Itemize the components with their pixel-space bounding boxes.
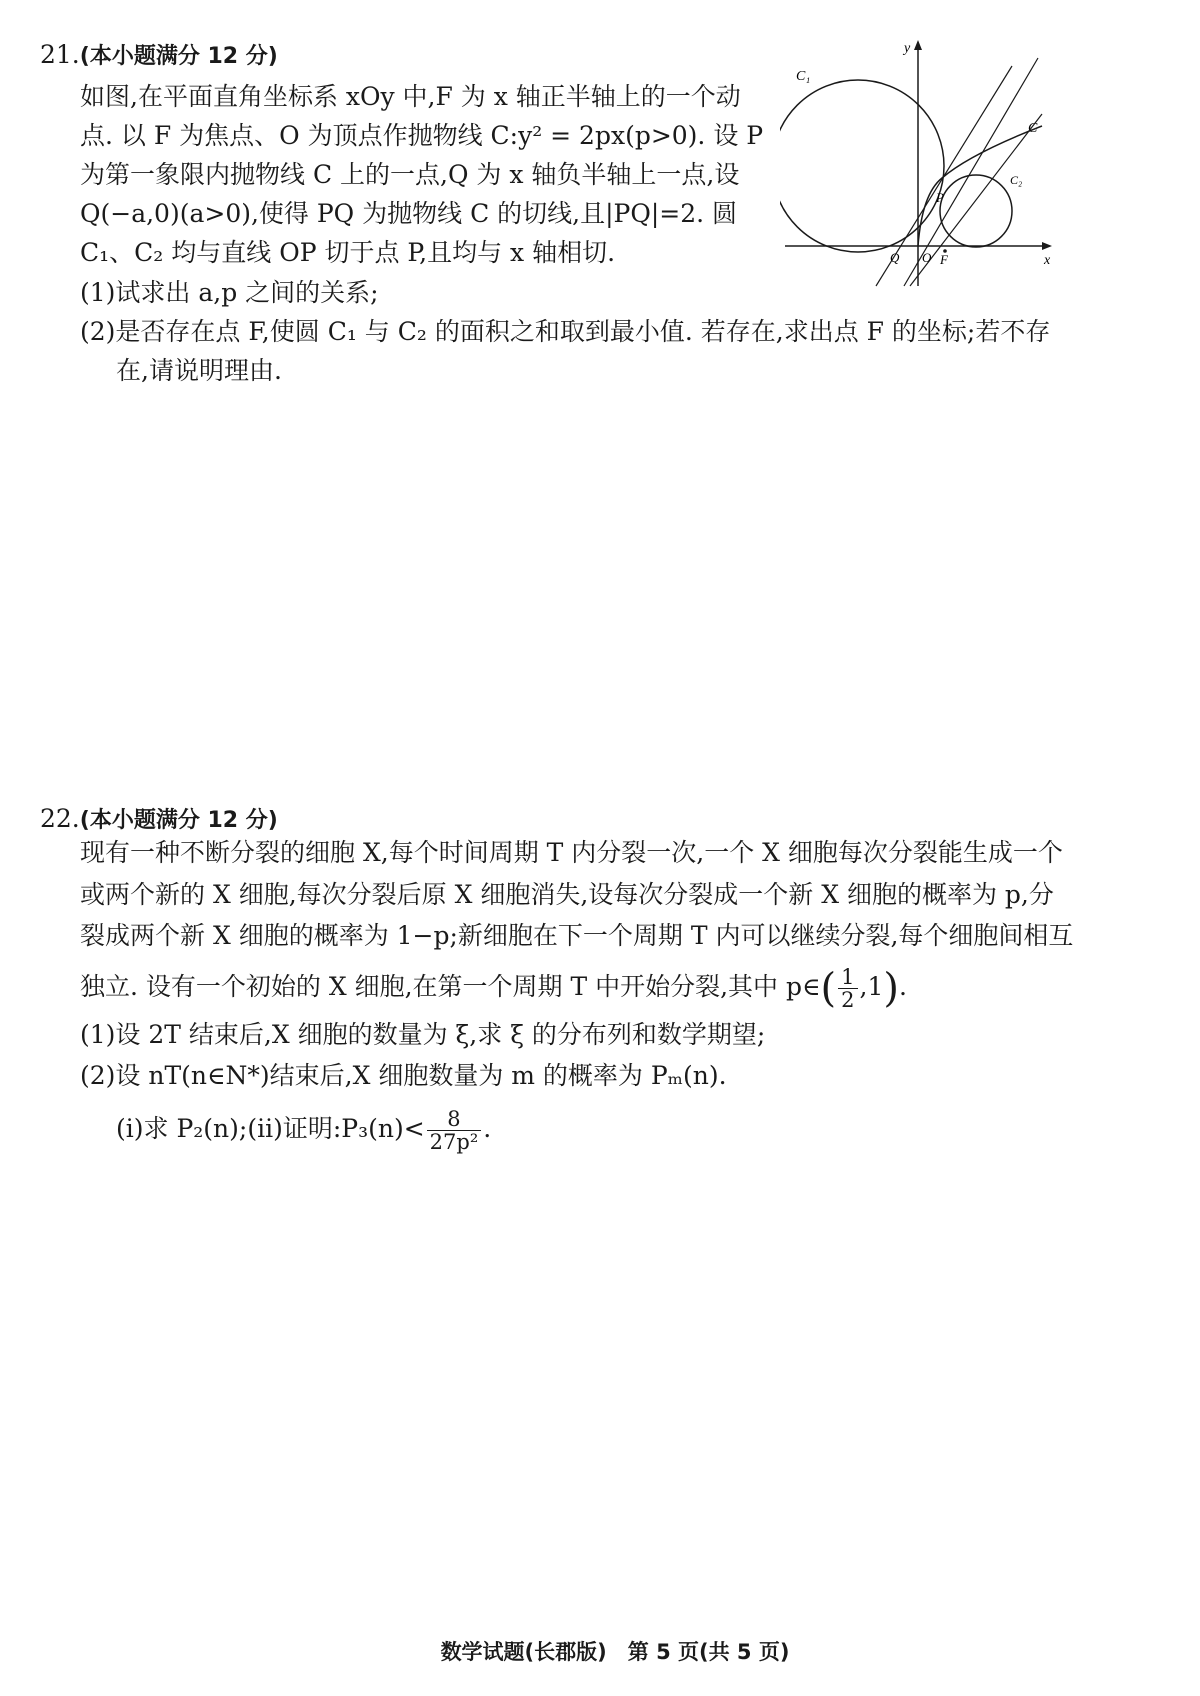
q22-part-2: (2)设 nT(n∈N*)结束后,X 细胞数量为 m 的概率为 Pₘ(n). [80, 1061, 727, 1090]
q22-part-1: (1)设 2T 结束后,X 细胞的数量为 ξ,求 ξ 的分布列和数学期望; [80, 1020, 766, 1049]
fraction-numerator: 8 [427, 1108, 482, 1131]
x-axis-arrow-icon [1042, 242, 1052, 250]
fraction-denominator: 2 [841, 988, 855, 1012]
q22-line-4-tail: ,1 [859, 972, 884, 1001]
fraction-denominator: 27p² [429, 1130, 479, 1154]
page-footer: 数学试题(长郡版) 第 5 页(共 5 页) [440, 1640, 790, 1664]
q22-line-4-end: . [898, 972, 907, 1001]
c1-label: C₁ [796, 69, 811, 84]
q21-part-2a: (2)是否存在点 F,使圆 C₁ 与 C₂ 的面积之和取到最小值. 若存在,求出点 F 的坐标;若不存 [80, 317, 1051, 346]
p-label: P [936, 190, 944, 205]
fraction-numerator: 1 [838, 966, 857, 989]
o-label: O [922, 250, 932, 265]
q21-score: (本小题满分 12 分) [79, 44, 278, 69]
q21-part-1: (1)试求出 a,p 之间的关系; [80, 278, 379, 307]
q22-line-3: 裂成两个新 X 细胞的概率为 1−p;新细胞在下一个周期 T 内可以继续分裂,每个细胞间相互 [80, 921, 1074, 950]
q22-number: 22. [40, 804, 80, 833]
q21-header [40, 38, 278, 74]
q21-line-2: 点. 以 F 为焦点、O 为顶点作抛物线 C:y² = 2px(p>0). 设 P [80, 121, 764, 150]
q22-part-2i-text: (i)求 P₂(n);(ii)证明:P₃(n)< [116, 1114, 425, 1143]
q22-score: (本小题满分 12 分) [79, 808, 278, 833]
q21-line-5: C₁、C₂ 均与直线 OP 切于点 P,且均与 x 轴相切. [80, 238, 616, 267]
circle-c1 [780, 80, 944, 252]
fraction-one-half [838, 966, 857, 1011]
parabola-c [918, 126, 1042, 246]
fraction-8-over-27p2 [427, 1108, 482, 1153]
right-paren: ) [883, 965, 899, 1012]
y-axis-arrow-icon [914, 40, 922, 50]
q-label: Q [890, 250, 900, 265]
q22-part-2i-end: . [483, 1114, 492, 1143]
q22-header [40, 802, 278, 838]
left-paren: ( [820, 965, 837, 1012]
q21-line-4: Q(−a,0)(a>0),使得 PQ 为抛物线 C 的切线,且|PQ|=2. 圆 [80, 199, 738, 228]
q22-line-4 [80, 966, 907, 1011]
f-label: F [940, 252, 948, 267]
c2-label: C₂ [1010, 173, 1023, 187]
q21-line-3: 为第一象限内抛物线 C 上的一点,Q 为 x 轴负半轴上一点,设 [80, 160, 740, 189]
x-axis-label: x [1044, 253, 1051, 268]
q22-part-2i [116, 1108, 491, 1153]
q21-part-2b: 在,请说明理由. [116, 356, 282, 385]
q22-line-4-text: 独立. 设有一个初始的 X 细胞,在第一个周期 T 中开始分裂,其中 p∈ [80, 972, 821, 1001]
q21-number: 21. [40, 40, 80, 69]
q22-line-1: 现有一种不断分裂的细胞 X,每个时间周期 T 内分裂一次,一个 X 细胞每次分裂能生成一个 [80, 838, 1063, 867]
circle-c2 [940, 175, 1012, 247]
q21-figure [780, 36, 1060, 296]
q21-line-1: 如图,在平面直角坐标系 xOy 中,F 为 x 轴正半轴上的一个动 [80, 82, 741, 111]
parabola-c-label: C [1028, 121, 1038, 136]
q22-line-2: 或两个新的 X 细胞,每次分裂后原 X 细胞消失,设每次分裂成一个新 X 细胞的概率为 p,分 [80, 880, 1054, 909]
y-axis-label: y [904, 41, 911, 56]
